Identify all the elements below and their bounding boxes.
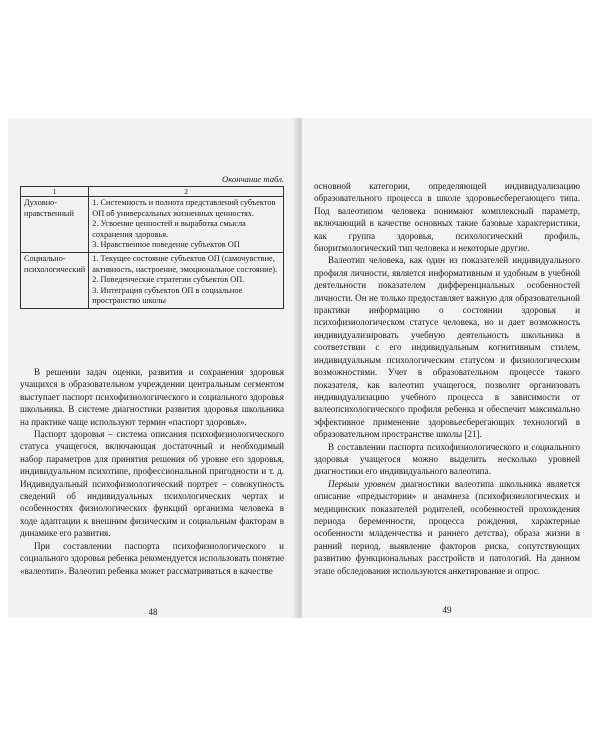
table-cell	[89, 197, 284, 253]
paragraph: В составлении паспорта психофизиологического и социального здоровья учащегося можно выделить несколько уровней диагностики его индивидуального валеотипа.	[314, 441, 580, 477]
paragraph: При составлении паспорта психофизиологического и социального здоровья ребенка рекомендуется использовать понятие «валеотип». Валеотип ребенка может рассматриваться в качестве	[20, 540, 284, 576]
values-table	[20, 186, 284, 309]
left-body-text	[20, 366, 284, 577]
table-header-cell: 2	[89, 187, 284, 197]
table-caption: Окончание табл.	[222, 174, 284, 184]
right-body-text	[314, 180, 580, 577]
page-number-right: 49	[442, 605, 452, 615]
paragraph	[314, 478, 580, 577]
paragraph: Паспорт здоровья – система описания психофизиологического статуса учащегося, включающая достаточный и необходимый набор параметров для принятия решения об уровне его здоровья, индивидуальном психотипе, профессиональной пригодности и т. д. Индивидуальный психофизиологический портрет – совокупность сведений об индивидуальных психологических чертах и особенностях физиологических функций организма человека в ходе адаптации к внешним физическим и социальным факторам в динамике его развития.	[20, 429, 284, 539]
paragraph: Валеотип человека, как один из показателей индивидуального профиля личности, является информативным и удобным в учебной деятельности показателем дифференциальных особенностей личности. Он не только предоставляет важную для образовательной практики информацию о состоянии здоровья и психофизиологическом статусе человека, но и дает возможность индивидуализировать учебную деятельность школьника в соответствии с его индивидуальным когнитивным стилем, индивидуальным психологическим статусом и физиологическим возможностями. Учет в образовательном процессе такого показателя, как валеотип учащегося, позволит организовать индивидуализацию учебного процесса в зависимости от валеопсихологического профиля ребенка и обеспечит максимально эффективное применение здоровьесберегающих технологий в образовательном пространстве школы [21].	[314, 255, 580, 440]
paragraph-rest: диагностики валеотипа школьника является описание «предыстории» и анамнеза (психофизиологических и медицинских показателей родителей, особенностей прохождения периода беременности, процесса рождения, характерные особенности младенчества и раннего детства), образа жизни в ранний период, выявление факторов риска, сопутствующих развитию функциональных расстройств и патологий. На данном этапе обследования используются анкетирование и опрос.	[314, 478, 580, 576]
left-page	[8, 118, 298, 618]
paragraph: В решении задач оценки, развития и сохранения здоровья учащихся в образовательном учреждении центральным сегментом выступает паспорт психофизиологического и социального здоровья школьника. В системе диагностики развития здоровья школьника на практике чаще используют термин «паспорт здоровья».	[20, 367, 284, 427]
table-cell-line: 2. Поведенческие стратегии субъектов ОП.	[92, 275, 245, 285]
table-header-cell: 1	[21, 187, 89, 197]
table-cell-line: 3. Интеграция субъектов ОП в социальное пространство школы	[92, 285, 243, 306]
paragraph: основной категории, определяющей индивидуализацию образовательного процесса в школе здоровьесберегающего типа. Под валеотипом человека понимают комплексный параметр, включающий в качестве основных такие базовые характеристики, как группа здоровья, психологический профиль, биоритмологический тип человека и некоторые другие.	[314, 181, 580, 254]
table-cell-line: 1. Системность и полнота представлений субъектов ОП об универсальных жизненных ценностях.	[92, 198, 276, 218]
table-row	[21, 252, 284, 308]
page-number-left: 48	[148, 607, 158, 617]
table-row-label: Духовно-нравственный	[21, 197, 89, 253]
book-spread	[8, 118, 592, 618]
table-row	[21, 197, 284, 253]
table-header-row	[21, 187, 284, 197]
table-cell-line: 1. Текущее состояние субъектов ОП (самочувствие, активность, настроение, эмоциональное состояние).	[92, 253, 278, 274]
table-cell	[89, 252, 284, 308]
table-cell-line: 3. Нравственное поведение субъектов ОП	[92, 240, 240, 250]
emphasis-lead: Первым уровнем	[328, 478, 396, 489]
table-row-label: Социально-психологический	[21, 252, 89, 308]
right-page	[302, 118, 592, 618]
table-cell-line: 2. Усвоение ценностей и выработка смысла сохранения здоровья.	[92, 219, 246, 239]
